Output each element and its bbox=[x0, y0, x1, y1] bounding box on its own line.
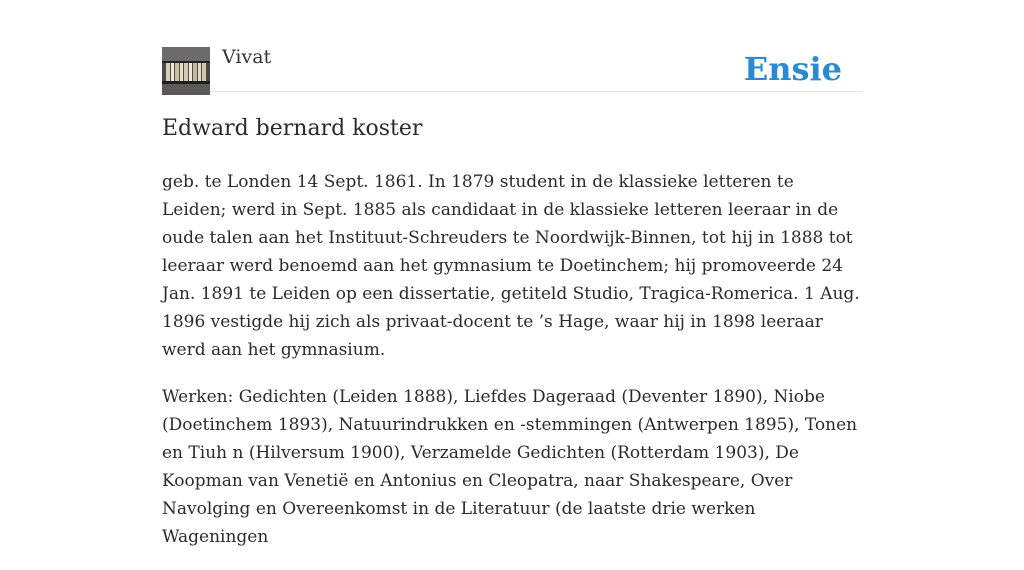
author-avatar[interactable] bbox=[162, 47, 210, 95]
article-body bbox=[162, 168, 862, 570]
article-title: Edward bernard koster bbox=[162, 116, 423, 141]
ensie-logo[interactable]: Ensie bbox=[743, 50, 842, 88]
article-paragraph: Werken: Gedichten (Leiden 1888), Liefdes Dageraad (Deventer 1890), Niobe (Doetinchem 1893), Natuurindrukken en -stemmingen (Antwerpen 1895), Tonen en Tiuh n (Hilversum 1900), Verzamelde Gedichten (Rotterdam 1903), De Koopman van Venetië en Antonius en Cleopatra, naar Shakespeare, Over Navolging en Overeenkomst in de Literatuur (de laatste drie werken Wageningen bbox=[162, 387, 858, 547]
bookshelf-avatar-icon bbox=[162, 47, 210, 95]
article-paragraph: geb. te Londen 14 Sept. 1861. In 1879 student in de klassieke letteren te Leiden; werd in Sept. 1885 als candidaat in de klassieke letteren leeraar in de oude talen aan het Instituut-Schreuders te Noordwijk-Binnen, tot hij in 1888 tot leeraar werd benoemd aan het gymnasium te Doetinchem; hij promoveerde 24 Jan. 1891 te Leiden op een dissertatie, getiteld Studio, Tragica-Romerica. 1 Aug. 1896 vestigde hij zich als privaat-docent te ’s Hage, waar hij in 1898 leeraar werd aan het gymnasium. bbox=[162, 172, 860, 360]
author-name-link[interactable]: Vivat bbox=[222, 46, 272, 68]
content-container bbox=[162, 0, 862, 547]
header bbox=[162, 0, 862, 92]
